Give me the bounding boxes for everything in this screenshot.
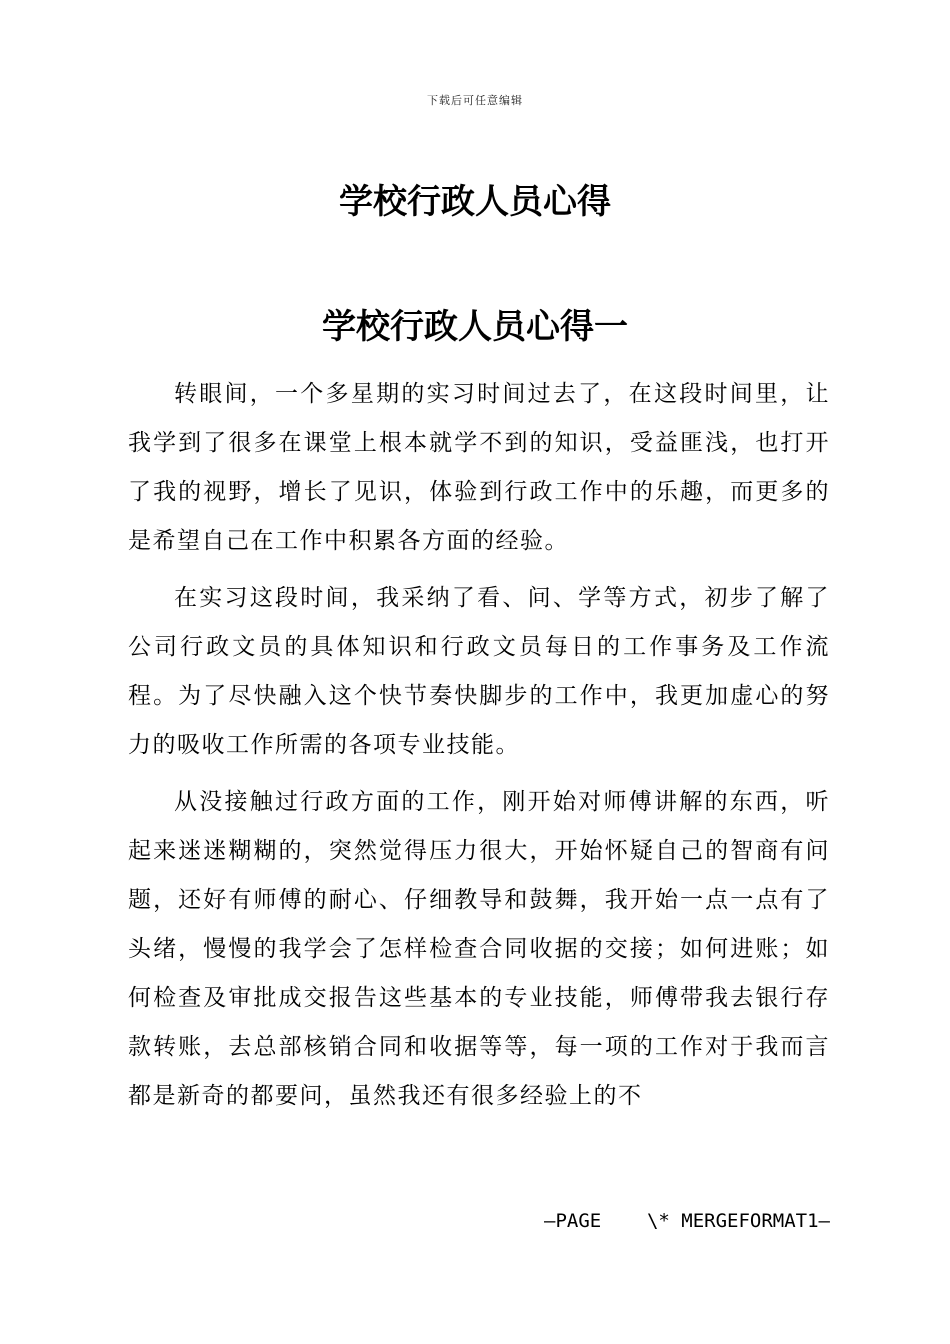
page-footer: —PAGE \* MERGEFORMAT1— bbox=[544, 1210, 830, 1232]
page-header-note: 下载后可任意编辑 bbox=[427, 94, 523, 107]
body-text bbox=[128, 370, 830, 1129]
paragraph: 从没接触过行政方面的工作，刚开始对师傅讲解的东西，听起来迷迷糊糊的，突然觉得压力很大，开始怀疑自己的智商有问题，还好有师傅的耐心、仔细教导和鼓舞，我开始一点一点有了头绪，慢慢的我学会了怎样检查合同收据的交接；如何进账；如何检查及审批成交报告这些基本的专业技能，师傅带我去银行存款转账，去总部核销合同和收据等等，每一项的工作对于我而言都是新奇的都要问，虽然我还有很多经验上的不 bbox=[128, 789, 830, 1109]
paragraph: 在实习这段时间，我采纳了看、问、学等方式，初步了解了公司行政文员的具体知识和行政文员每日的工作事务及工作流程。为了尽快融入这个快节奏快脚步的工作中，我更加虚心的努力的吸收工作所需的各项专业技能。 bbox=[128, 585, 830, 758]
section-title: 学校行政人员心得一 bbox=[322, 307, 628, 347]
paragraph: 转眼间，一个多星期的实习时间过去了，在这段时间里，让我学到了很多在课堂上根本就学不到的知识，受益匪浅，也打开了我的视野，增长了见识，体验到行政工作中的乐趣，而更多的是希望自己在工作中积累各方面的经验。 bbox=[128, 381, 830, 554]
document-title: 学校行政人员心得 bbox=[339, 182, 611, 222]
